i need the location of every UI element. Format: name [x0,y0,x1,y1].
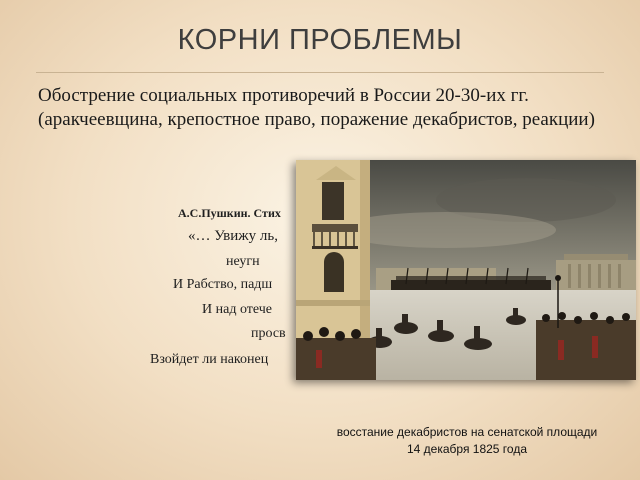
poem-line: просв [251,326,286,341]
intro-text: Обострение социальных противоречий в России 20-30-их гг. (аракчеевщина, крепостное право, поражение декабристов, реакции) [38,85,595,130]
caption-line: 14 декабря 1825 года [406,442,528,456]
caption-line: восстание декабристов на сенатской площади [336,425,598,439]
title-divider [36,72,604,73]
poem-line: И над отече [202,302,272,317]
slide-title: КОРНИ ПРОБЛЕМЫ [177,24,463,56]
poem-line: И Рабство, падш [173,277,273,292]
poem-author: А.С.Пушкин. Стих [178,206,281,220]
poem-line: неугн [226,254,260,269]
painting-caption [312,424,622,458]
decembrist-revolt-painting [296,160,636,380]
poem-line: «… Увижу ль, [188,228,278,244]
poem-line: Взойдет ли наконец [150,352,269,367]
